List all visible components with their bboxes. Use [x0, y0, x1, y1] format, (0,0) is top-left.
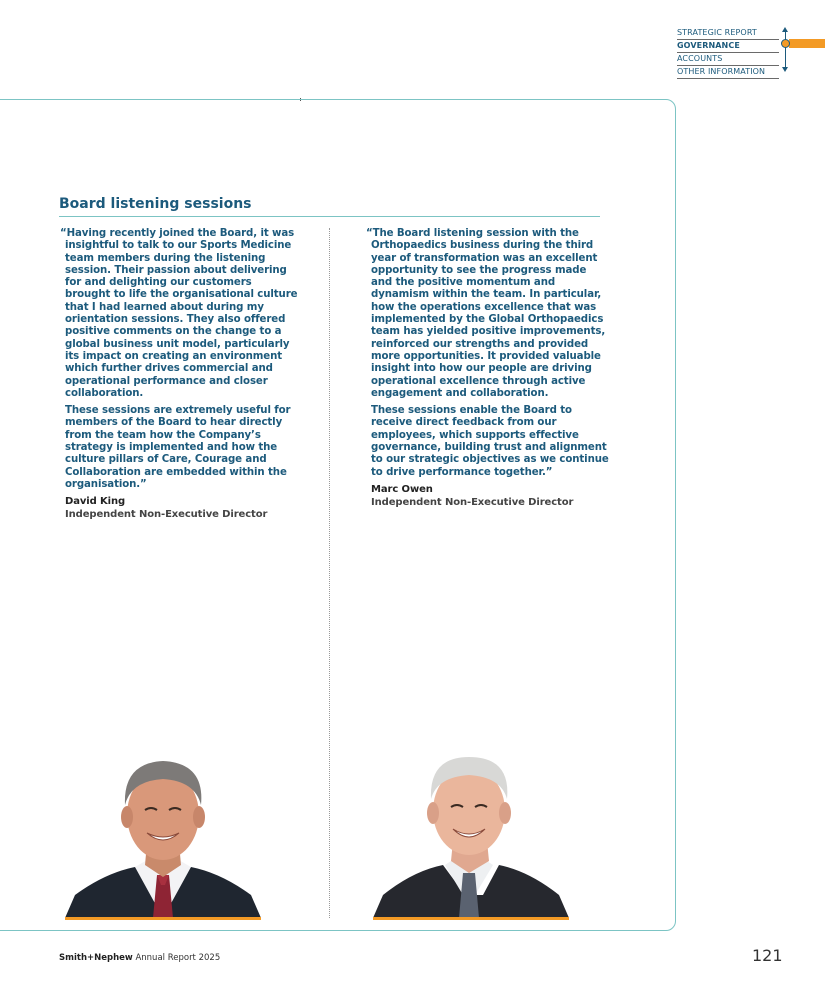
- quote-paragraph: “Having recently joined the Board, it was insightful to talk to our Sports Medicine team members during the listening session. Their passion about delivering for and delighting our customers brought to life the organisational culture that I had learned about during my orientation sessions. They also offered positive comments on the change to a global business unit model, particularly its impact on creating an environment which further drives commercial and operational performance and closer collaboration.: [60, 228, 298, 399]
- nav-item-strategic-report[interactable]: STRATEGIC REPORT: [677, 27, 779, 40]
- report-title: Annual Report 2025: [135, 953, 221, 963]
- footer-brand: [59, 953, 220, 963]
- quote-marc-owen: [366, 228, 610, 509]
- nav-item-accounts[interactable]: ACCOUNTS: [677, 53, 779, 66]
- quote-paragraph: These sessions enable the Board to receive direct feedback from our employees, which supports effective governance, building trust and alignment to our strategic objectives as we continue to drive performance together.”: [371, 405, 609, 478]
- quote-paragraph: These sessions are extremely useful for members of the Board to hear directly from the team how the Company’s strategy is implemented and how the culture pillars of Care, Courage and Collaboration are embedded within the organisation.”: [65, 405, 291, 490]
- quote-paragraph: “The Board listening session with the Orthopaedics business during the third year of transformation was an excellent opportunity to see the progress made and the positive momentum and dynamism within the team. In particular, how the operations excellence that was implemented by the Global Orthopaedics team has yielded positive improvements, reinforced our strengths and provided more opportunities. It provided valuable insight into how our people are driving operational excellence through active engagement and collaboration.: [366, 228, 606, 399]
- portrait-underline: [373, 917, 569, 920]
- quote-david-king: [60, 228, 300, 521]
- person-name: David King: [65, 496, 126, 508]
- active-section-marker: [789, 39, 825, 48]
- section-title-rule: [59, 216, 600, 217]
- person-name: Marc Owen: [371, 483, 433, 495]
- section-navigator: [677, 27, 779, 79]
- person-role: Independent Non-Executive Director: [371, 496, 574, 508]
- column-divider: [329, 228, 330, 918]
- nav-item-governance[interactable]: GOVERNANCE: [677, 40, 779, 53]
- nav-item-other-information[interactable]: OTHER INFORMATION: [677, 66, 779, 79]
- portrait-marc-owen: [373, 755, 569, 918]
- nav-track-line: [785, 30, 786, 70]
- active-section-dot-icon: [781, 39, 790, 48]
- person-role: Independent Non-Executive Director: [65, 509, 268, 521]
- brand-name: Smith+Nephew: [59, 953, 133, 963]
- page-number: 121: [752, 946, 783, 965]
- arrow-down-icon: [782, 67, 788, 72]
- arrow-up-icon: [782, 27, 788, 32]
- portrait-david-king: [65, 755, 261, 918]
- portrait-underline: [65, 917, 261, 920]
- section-title: Board listening sessions: [59, 196, 252, 212]
